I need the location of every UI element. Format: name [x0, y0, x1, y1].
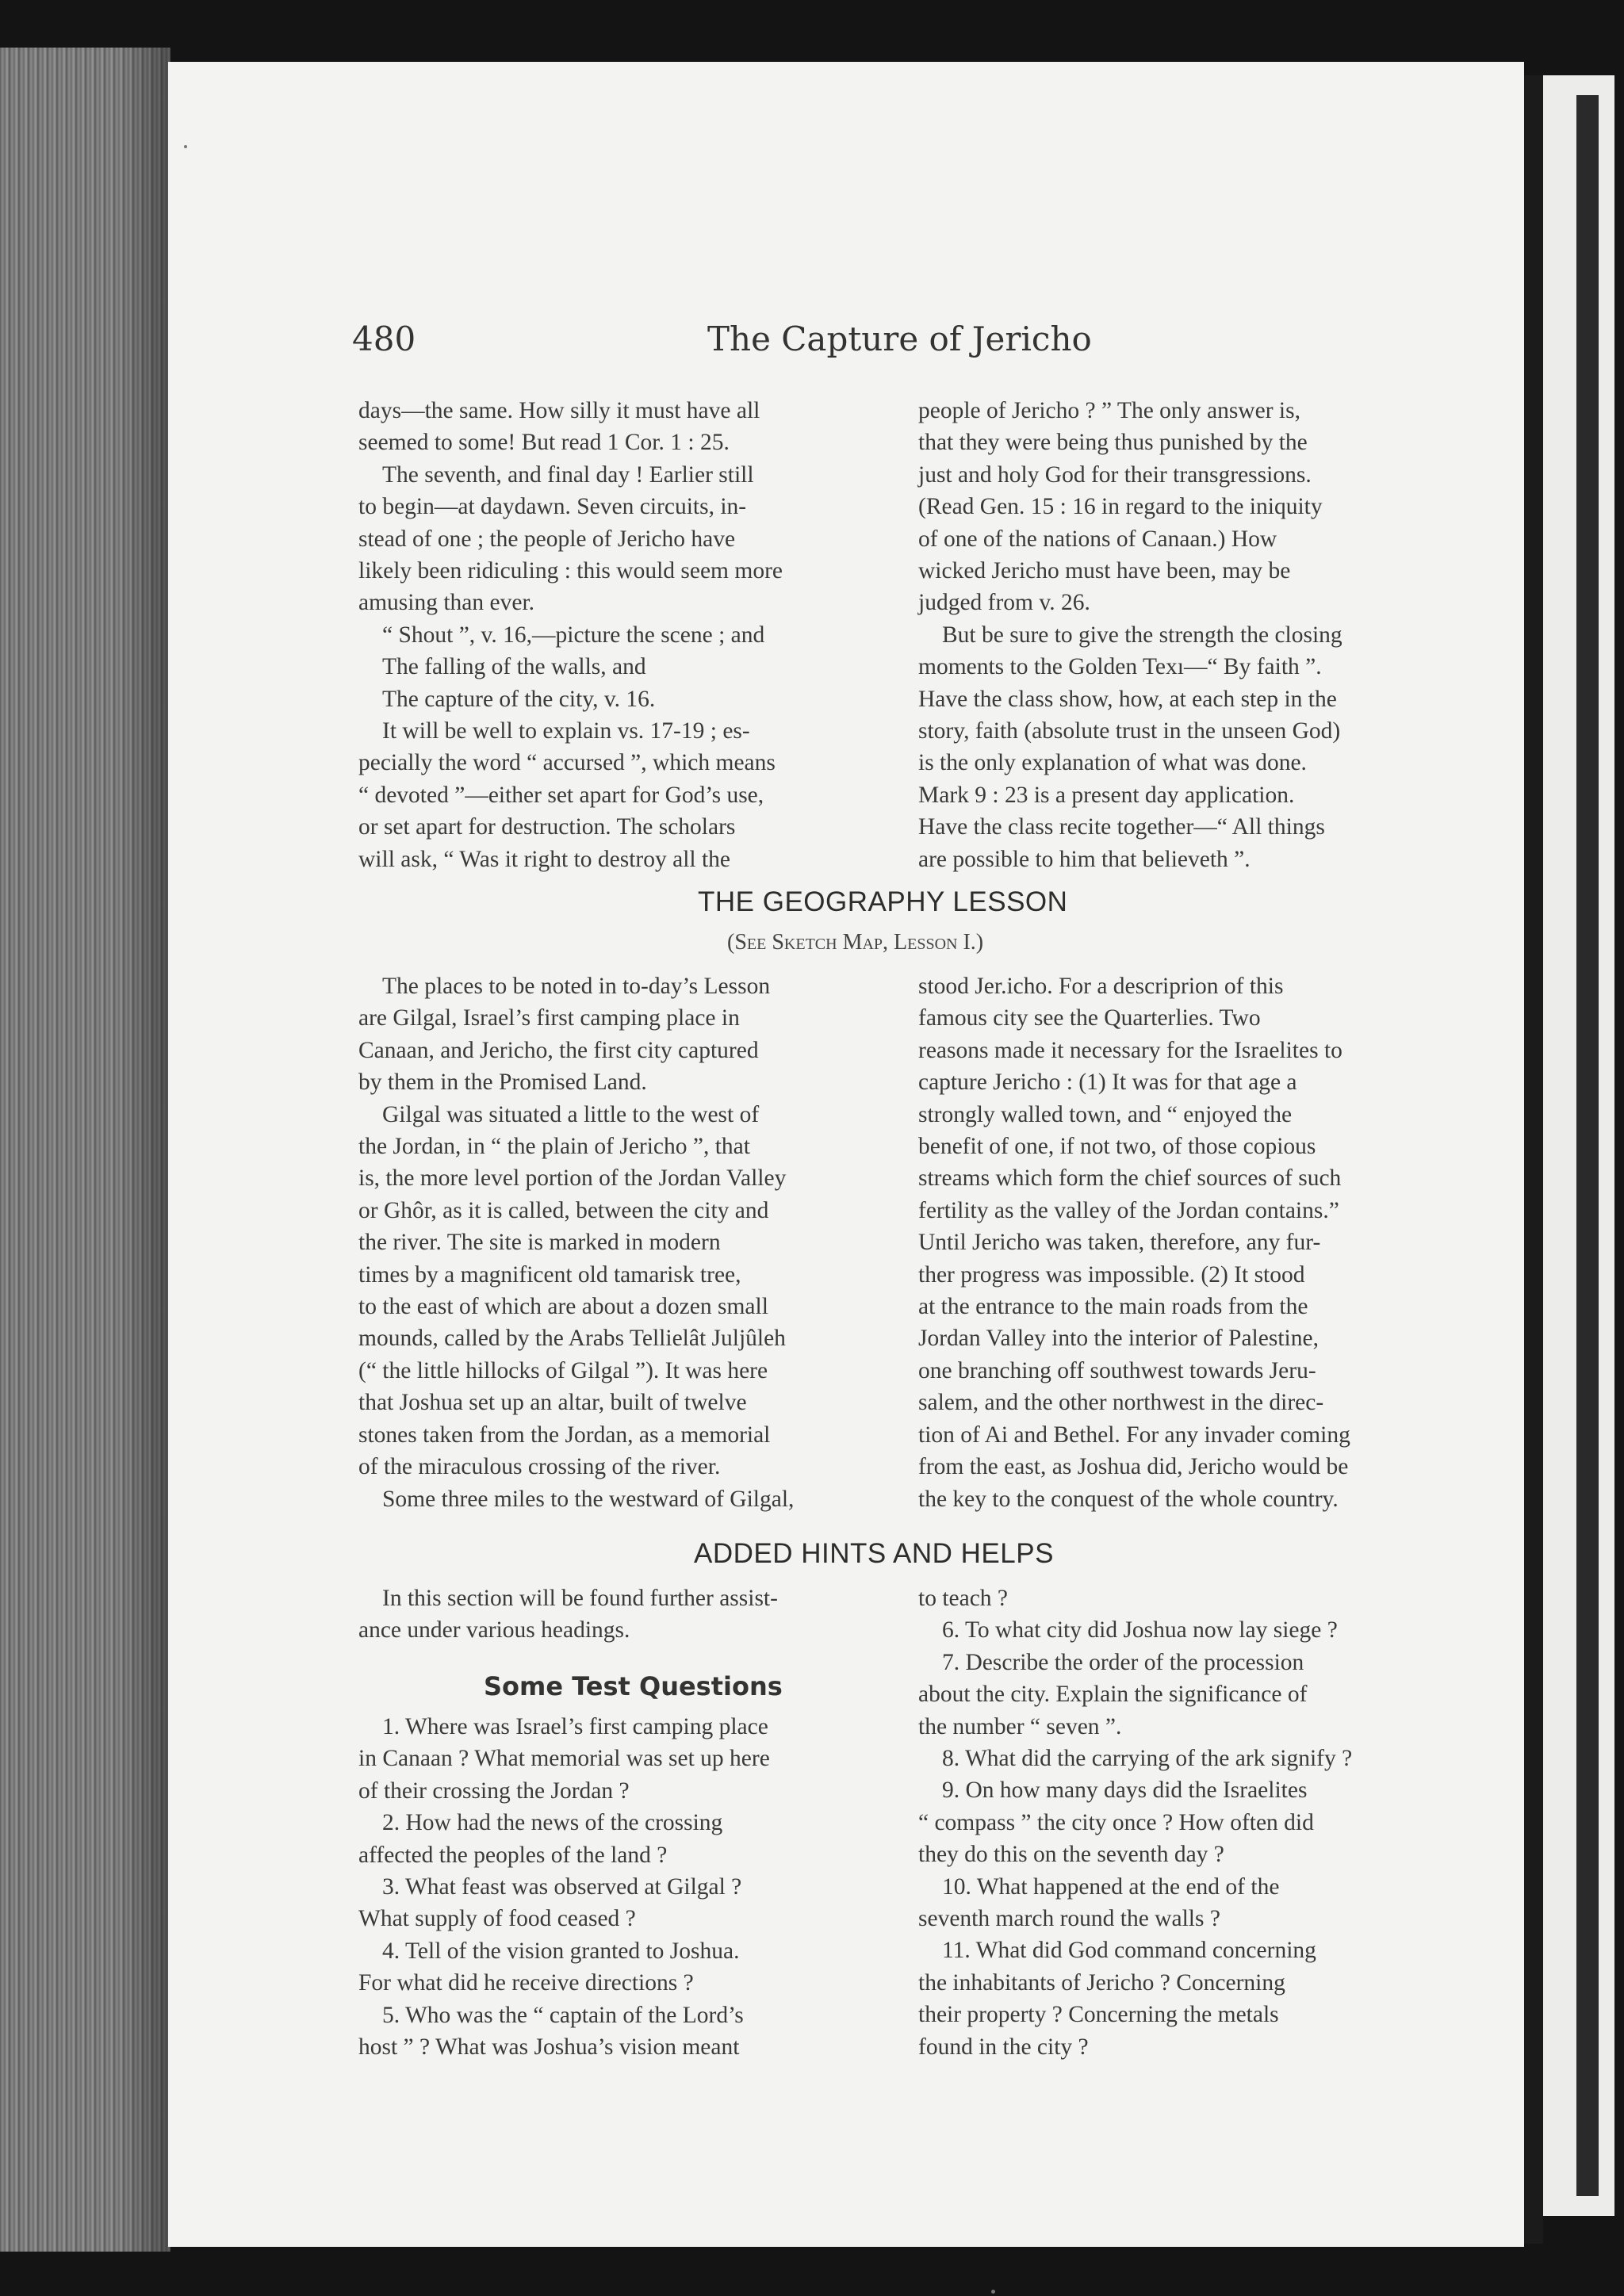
running-title: The Capture of Jericho: [707, 320, 1092, 358]
text-line: are Gilgal, Israel’s first camping place in: [358, 1005, 740, 1031]
gutter-shadow: [1524, 75, 1543, 2244]
text-line: Have the class recite together—“ All things: [918, 814, 1325, 840]
geography-left-column: [358, 970, 891, 1515]
top-right-column: [918, 395, 1457, 875]
text-line: The capture of the city, v. 16.: [382, 686, 656, 712]
question-line: What supply of food ceased ?: [358, 1906, 636, 1932]
text-line: strongly walled town, and “ enjoyed the: [918, 1101, 1293, 1127]
question-line: 4. Tell of the vision granted to Joshua.: [382, 1938, 740, 1964]
question-line: they do this on the seventh day ?: [918, 1842, 1224, 1868]
text-line: are possible to him that believeth ”.: [918, 846, 1251, 872]
question-line: about the city. Explain the significance of: [918, 1682, 1308, 1708]
text-line: or Ghôr, as it is called, between the city and: [358, 1197, 769, 1223]
text-line: that Joshua set up an altar, built of twelve: [358, 1390, 747, 1416]
question-line: “ compass ” the city once ? How often did: [918, 1809, 1314, 1835]
text-line: the Jordan, in “ the plain of Jericho ”, that: [358, 1134, 750, 1160]
question-line: For what did he receive directions ?: [358, 1970, 694, 1996]
text-line: the key to the conquest of the whole country.: [918, 1486, 1339, 1512]
question-line: affected the peoples of the land ?: [358, 1842, 668, 1868]
page-edge-shadow: [119, 48, 170, 2252]
question-line: the inhabitants of Jericho ? Concerning: [918, 1969, 1285, 1996]
text-line: ance under various headings.: [358, 1617, 630, 1644]
facing-page-shadow: [1576, 95, 1599, 2196]
geography-lesson-heading: THE GEOGRAPHY LESSON: [698, 886, 1068, 917]
text-line: seemed to some! But read 1 Cor. 1 : 25.: [358, 430, 730, 456]
page-number: 480: [352, 320, 416, 358]
text-line: judged from v. 26.: [918, 590, 1090, 616]
text-line: is the only explanation of what was done.: [918, 750, 1307, 776]
text-line: Jordan Valley into the interior of Palestine,: [918, 1326, 1319, 1352]
text-line: mounds, called by the Arabs Tellielât Juljûleh: [358, 1326, 786, 1352]
text-line: pecially the word “ accursed ”, which means: [358, 750, 776, 776]
text-line: benefit of one, if not two, of those copious: [918, 1134, 1316, 1160]
added-hints-left-column: [358, 1582, 891, 1647]
question-line: 1. Where was Israel’s first camping place: [382, 1714, 768, 1739]
text-line: (Read Gen. 15 : 16 in regard to the iniquity: [918, 494, 1323, 520]
question-line: 7. Describe the order of the procession: [942, 1649, 1304, 1675]
test-questions-heading: Some Test Questions: [484, 1671, 783, 1701]
text-line: story, faith (absolute trust in the unseen God): [918, 718, 1341, 744]
text-line: The seventh, and final day ! Earlier still: [382, 461, 754, 488]
text-line: is, the more level portion of the Jordan Valley: [358, 1165, 787, 1192]
text-line: wicked Jericho must have been, may be: [918, 558, 1291, 584]
question-line: 9. On how many days did the Israelites: [942, 1777, 1308, 1804]
text-line: people of Jericho ? ” The only answer is,: [918, 398, 1300, 423]
text-line: of one of the nations of Canaan.) How: [918, 526, 1277, 552]
question-line: of their crossing the Jordan ?: [358, 1777, 630, 1804]
text-line: But be sure to give the strength the closing: [942, 622, 1342, 648]
text-line: stood Jer.icho. For a descriprion of this: [918, 974, 1284, 999]
text-line: to the east of which are about a dozen small: [358, 1294, 768, 1320]
ink-speck: [184, 145, 187, 148]
question-line: host ” ? What was Joshua’s vision meant: [358, 2034, 740, 2061]
question-line: in Canaan ? What memorial was set up here: [358, 1746, 770, 1772]
text-line: ther progress was impossible. (2) It stood: [918, 1261, 1305, 1288]
question-line: found in the city ?: [918, 2034, 1089, 2060]
text-line: at the entrance to the main roads from the: [918, 1294, 1308, 1320]
text-line: to begin—at daydawn. Seven circuits, in-: [358, 494, 747, 520]
text-line: Until Jericho was taken, therefore, any fur-: [918, 1230, 1321, 1256]
question-line: their property ? Concerning the metals: [918, 2002, 1279, 2028]
geography-right-column: [918, 970, 1457, 1515]
text-line: tion of Ai and Bethel. For any invader coming: [918, 1422, 1350, 1448]
text-line: of the miraculous crossing of the river.: [358, 1454, 721, 1480]
text-line: capture Jericho : (1) It was for that age a: [918, 1070, 1297, 1096]
text-line: stead of one ; the people of Jericho have: [358, 526, 736, 552]
text-line: reasons made it necessary for the Israelites to: [918, 1037, 1342, 1063]
text-line: or set apart for destruction. The scholars: [358, 814, 736, 840]
question-line: 8. What did the carrying of the ark signify ?: [942, 1746, 1353, 1772]
question-line: 5. Who was the “ captain of the Lord’s: [382, 2002, 744, 2028]
geography-lesson-subtitle: (See Sketch Map, Lesson I.): [727, 930, 984, 955]
text-line: “ Shout ”, v. 16,—picture the scene ; and: [382, 622, 765, 648]
text-line: times by a magnificent old tamarisk tree,: [358, 1261, 741, 1288]
text-line: (“ the little hillocks of Gilgal ”). It was here: [358, 1357, 768, 1383]
text-line: It will be well to explain vs. 17-19 ; es-: [382, 718, 750, 744]
question-line: the number “ seven ”.: [918, 1713, 1122, 1739]
text-line: “ devoted ”—either set apart for God’s use,: [358, 782, 764, 808]
book-page: [168, 62, 1524, 2247]
text-line: that they were being thus punished by the: [918, 430, 1308, 456]
text-line: fertility as the valley of the Jordan contains.”: [918, 1197, 1339, 1223]
text-line: the river. The site is marked in modern: [358, 1230, 721, 1256]
question-line: 10. What happened at the end of the: [942, 1873, 1280, 1900]
question-line: seventh march round the walls ?: [918, 1906, 1220, 1932]
text-line: amusing than ever.: [358, 590, 535, 616]
text-line: Some three miles to the westward of Gilgal,: [382, 1486, 795, 1512]
text-line: In this section will be found further assist-: [382, 1586, 778, 1611]
page-header: [168, 320, 1524, 367]
question-line: 2. How had the news of the crossing: [382, 1810, 723, 1836]
text-line: by them in the Promised Land.: [358, 1070, 647, 1096]
text-line: moments to the Golden Texı—“ By faith ”.: [918, 654, 1322, 680]
question-line: 6. To what city did Joshua now lay siege ?: [942, 1617, 1338, 1644]
text-line: days—the same. How silly it must have all: [358, 398, 760, 423]
question-line: 3. What feast was observed at Gilgal ?: [382, 1874, 742, 1900]
questions-left-column: [358, 1711, 891, 2063]
text-line: The falling of the walls, and: [382, 654, 646, 680]
text-line: Mark 9 : 23 is a present day application.: [918, 782, 1295, 808]
ink-speck: [991, 2290, 995, 2294]
text-line: Canaan, and Jericho, the first city captured: [358, 1037, 759, 1063]
question-line: 11. What did God command concerning: [942, 1938, 1316, 1964]
top-left-column: [358, 395, 891, 875]
text-line: salem, and the other northwest in the direc-: [918, 1390, 1324, 1416]
text-line: stones taken from the Jordan, as a memorial: [358, 1422, 771, 1448]
text-line: streams which form the chief sources of such: [918, 1165, 1342, 1192]
text-line: likely been ridiculing : this would seem more: [358, 558, 783, 584]
added-hints-heading: ADDED HINTS AND HELPS: [694, 1538, 1054, 1569]
text-line: Have the class show, how, at each step in the: [918, 686, 1337, 712]
text-line: Gilgal was situated a little to the west of: [382, 1101, 760, 1127]
text-line: The places to be noted in to-day’s Lesson: [382, 974, 771, 999]
text-line: just and holy God for their transgressions.: [918, 461, 1312, 488]
questions-right-column: [918, 1582, 1457, 2063]
text-line: from the east, as Joshua did, Jericho would be: [918, 1454, 1349, 1480]
question-line: to teach ?: [918, 1586, 1009, 1611]
text-line: one branching off southwest towards Jeru-: [918, 1357, 1316, 1383]
text-line: famous city see the Quarterlies. Two: [918, 1005, 1261, 1031]
text-line: will ask, “ Was it right to destroy all the: [358, 846, 731, 872]
